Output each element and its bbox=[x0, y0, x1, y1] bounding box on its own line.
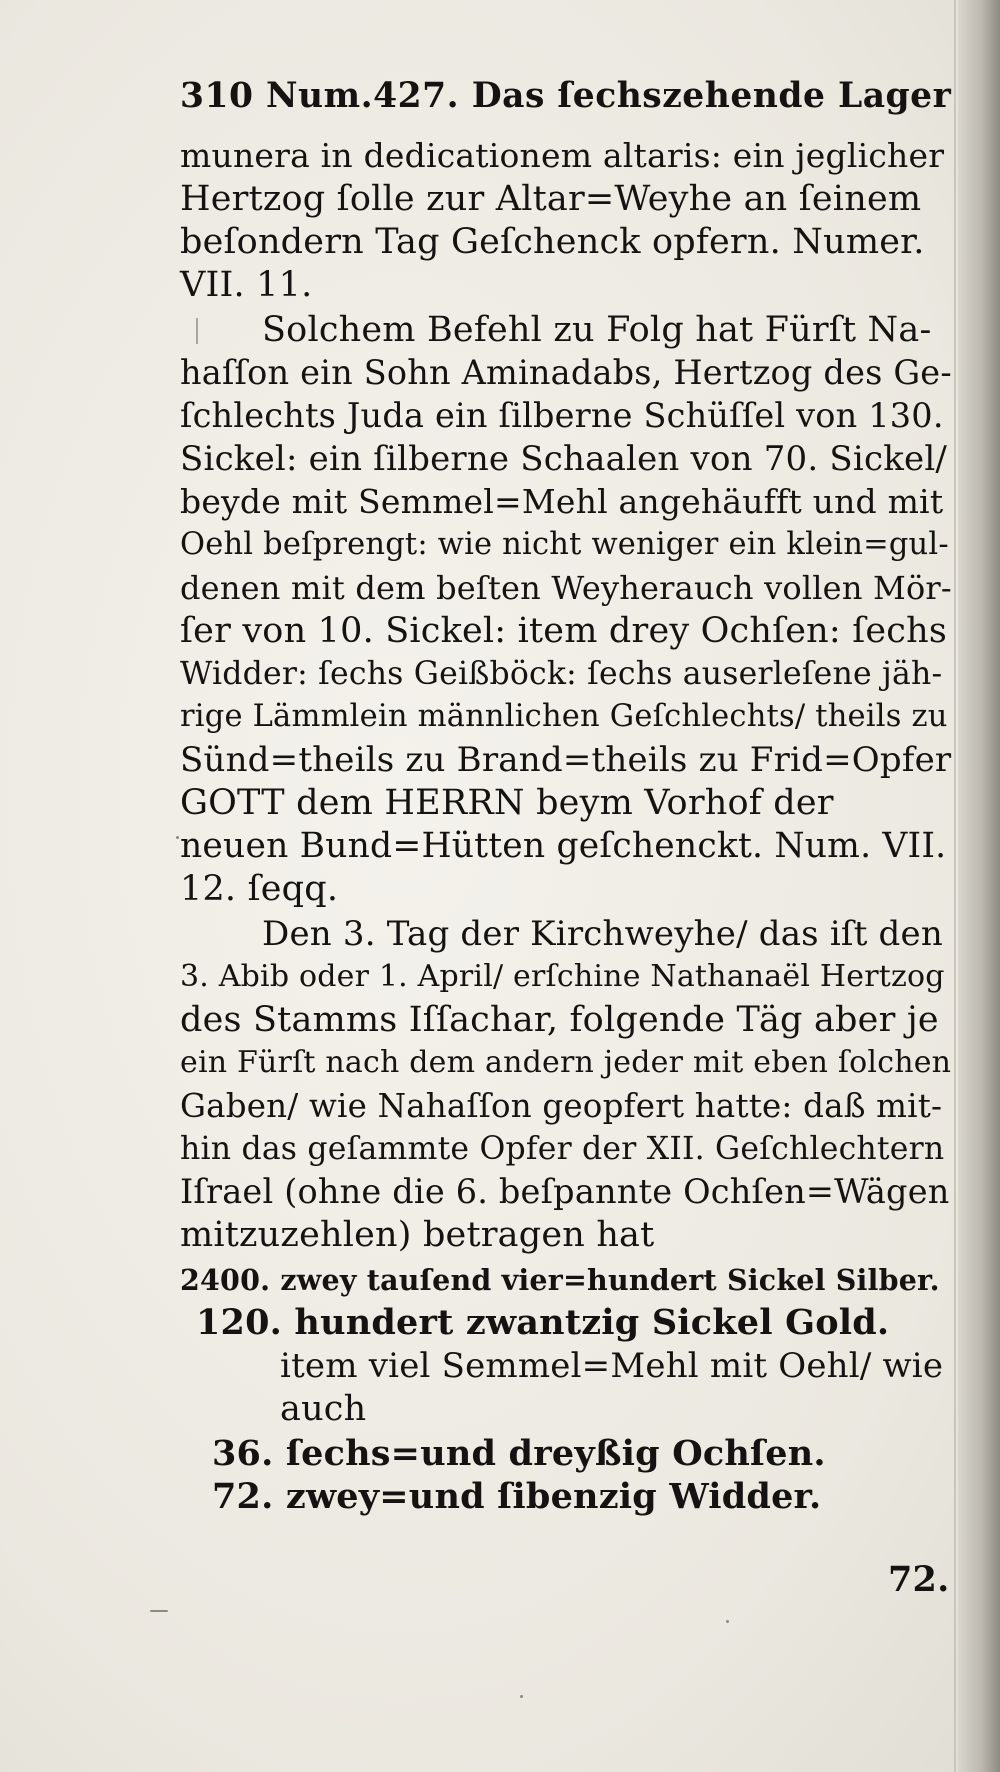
text-line: Gaben/ wie Nahaſſon geopfert hatte: daß mit- bbox=[180, 1087, 943, 1125]
text-line: rige Lämmlein männlichen Geſchlechts/ theils zu bbox=[180, 699, 948, 734]
tally-line: 2400. zwey tauſend vier=hundert Sickel Silber. bbox=[180, 1263, 940, 1297]
text-line: Oehl beſprengt: wie nicht weniger ein klein=gul- bbox=[180, 527, 949, 562]
paper-speck bbox=[726, 1620, 729, 1623]
text-line: 12. ſeqq. bbox=[180, 869, 339, 909]
text-line: neuen Bund=Hütten geſchenckt. Num. VII. bbox=[180, 826, 947, 866]
tally-line: item viel Semmel=Mehl mit Oehl/ wie bbox=[280, 1346, 944, 1386]
text-line: VII. 11. bbox=[180, 265, 313, 305]
text-line: Sünd=theils zu Brand=theils zu Frid=Opfer bbox=[180, 740, 952, 780]
text-line: beſondern Tag Geſchenck opfern. Numer. bbox=[180, 222, 925, 262]
paper-speck bbox=[520, 1695, 523, 1698]
tally-line: auch bbox=[280, 1389, 367, 1429]
text-line: mitzuzehlen) betragen hat bbox=[180, 1215, 655, 1255]
text-line: GOTT dem HERRN beym Vorhof der bbox=[180, 783, 834, 823]
page-fold-line bbox=[954, 0, 956, 1772]
text-line: des Stamms Iſſachar, folgende Täg aber je bbox=[180, 1000, 939, 1040]
tally-line: 72. zwey=und ſibenzig Widder. bbox=[212, 1476, 822, 1517]
text-line: Hertzog ſolle zur Altar=Weyhe an ſeinem bbox=[180, 179, 922, 219]
paragraph-start-line: Den 3. Tag der Kirchweyhe/ das iſt den bbox=[262, 914, 943, 954]
text-line: ein Fürſt nach dem andern jeder mit eben ſolchen bbox=[180, 1045, 952, 1080]
tally-line: 120. hundert zwantzig Sickel Gold. bbox=[196, 1302, 890, 1343]
text-line: Iſrael (ohne die 6. beſpannte Ochſen=Wägen bbox=[180, 1172, 950, 1211]
paragraph-start-line: Solchem Befehl zu Folg hat Fürſt Na- bbox=[262, 310, 932, 350]
text-line: hin das geſammte Opfer der XII. Geſchlechtern bbox=[180, 1131, 945, 1167]
text-line: beyde mit Semmel=Mehl angehäufft und mit bbox=[180, 482, 944, 521]
paper-speck bbox=[176, 836, 179, 839]
text-line: Sickel: ein ſilberne Schaalen von 70. Sickel/ bbox=[180, 439, 948, 479]
text-line: 3. Abib oder 1. April/ erſchine Nathanaël Hertzog bbox=[180, 959, 945, 994]
catchword: 72. bbox=[888, 1559, 950, 1600]
text-line: Widder: ſechs Geißböck: ſechs auserleſene jäh- bbox=[180, 656, 943, 692]
text-line: denen mit dem beſten Weyherauch vollen Mör- bbox=[180, 569, 952, 607]
tally-line: 36. ſechs=und dreyßig Ochſen. bbox=[212, 1433, 826, 1474]
paper-speck bbox=[150, 1610, 168, 1612]
running-head: 310 Num.427. Das ſechszehende Lager bbox=[180, 76, 952, 116]
text-line: ſchlechts Juda ein ſilberne Schüſſel von 130. bbox=[180, 396, 944, 435]
text-line: munera in dedicationem altaris: ein jeglicher bbox=[180, 136, 945, 175]
page-edge-shadow bbox=[958, 0, 1000, 1772]
paper-mark bbox=[196, 318, 198, 344]
text-line: ſer von 10. Sickel: item drey Ochſen: ſechs bbox=[180, 611, 947, 651]
text-line: haſſon ein Sohn Aminadabs, Hertzog des Ge- bbox=[180, 353, 952, 392]
